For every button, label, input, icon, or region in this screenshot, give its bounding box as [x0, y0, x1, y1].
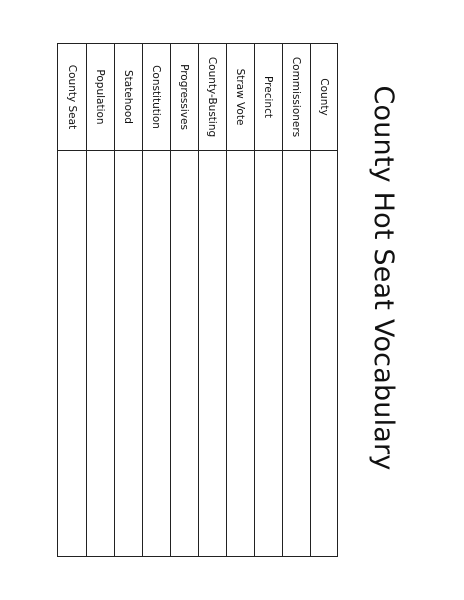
column-divider: [198, 44, 199, 556]
term-county-seat: County Seat: [66, 64, 78, 130]
term-statehood: Statehood: [122, 70, 134, 124]
column-divider: [142, 44, 143, 556]
term-constitution: Constitution: [150, 65, 162, 129]
column-divider: [170, 44, 171, 556]
term-population: Population: [94, 69, 106, 125]
term-commissioners: Commissioners: [290, 56, 302, 138]
page-title: County Hot Seat Vocabulary: [368, 85, 399, 471]
column-divider: [226, 44, 227, 556]
term-precinct: Precinct: [262, 76, 274, 118]
term-county-busting: County-Busting: [206, 56, 218, 138]
column-divider: [254, 44, 255, 556]
vocabulary-table: [57, 43, 338, 557]
header-divider: [58, 150, 337, 151]
column-divider: [86, 44, 87, 556]
term-straw-vote: Straw Vote: [234, 68, 246, 126]
term-county: County: [318, 78, 330, 116]
term-progressives: Progressives: [178, 64, 190, 130]
column-divider: [282, 44, 283, 556]
column-divider: [114, 44, 115, 556]
column-divider: [310, 44, 311, 556]
